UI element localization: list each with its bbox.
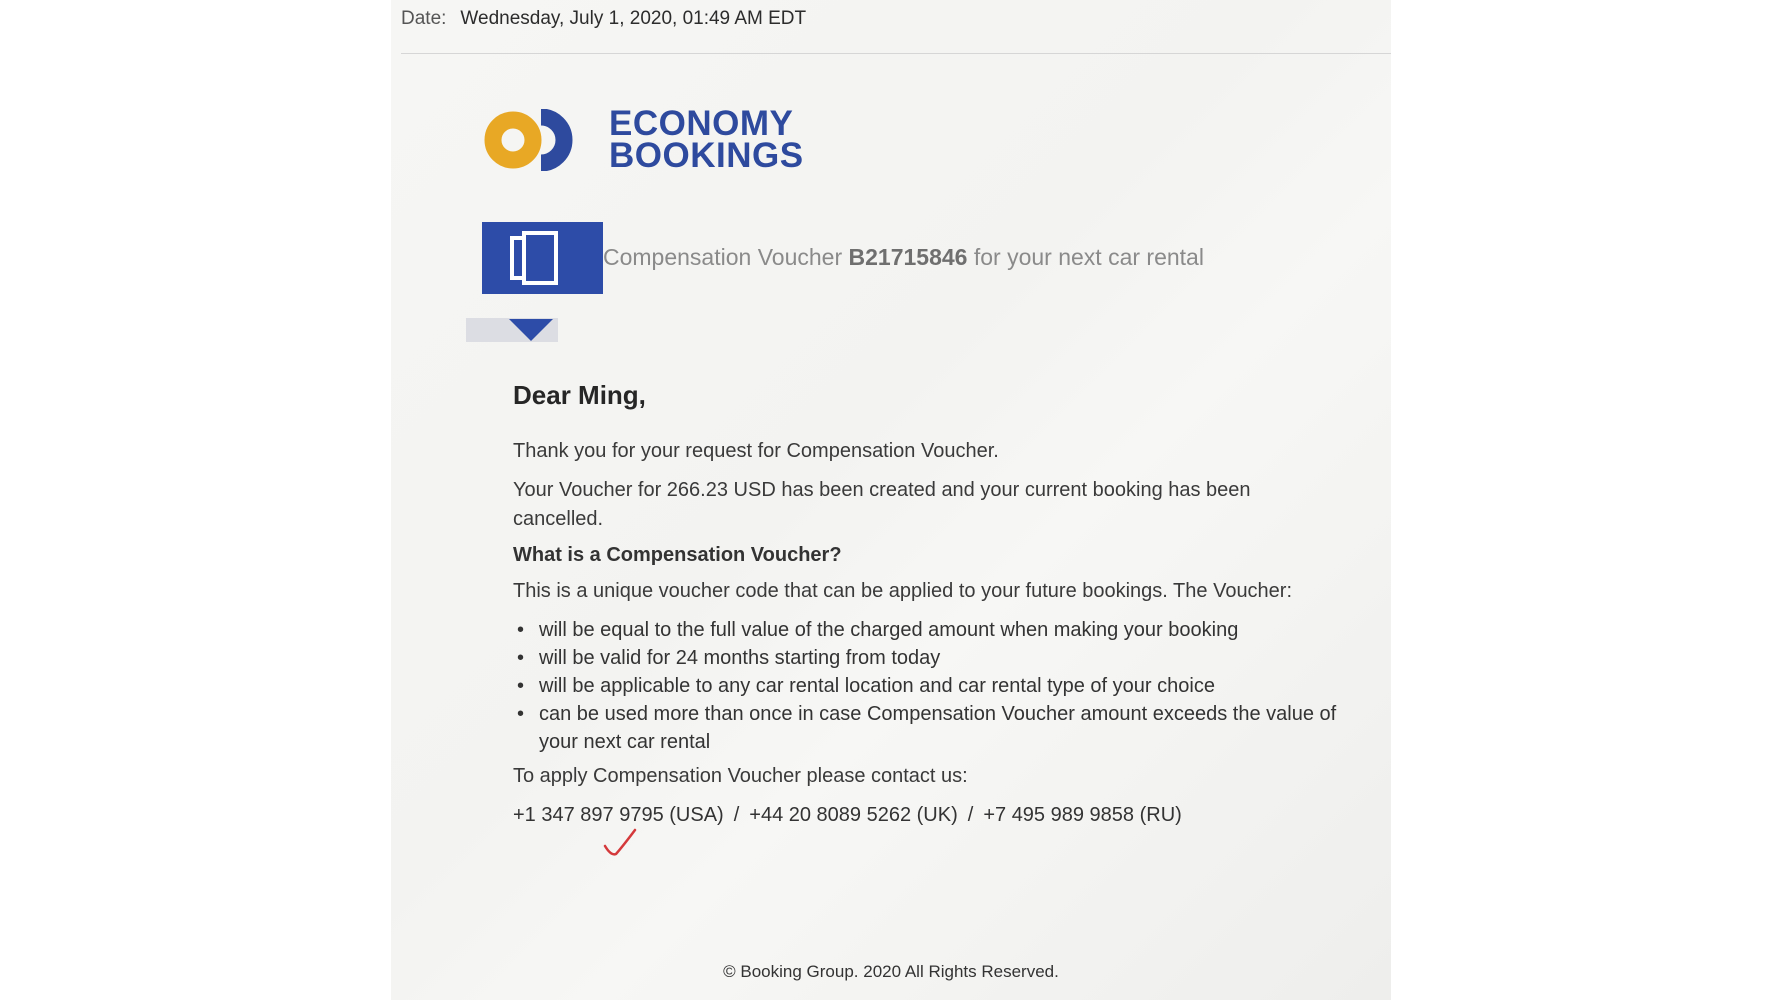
list-item-text: will be equal to the full value of the charged amount when making your booking bbox=[539, 619, 1239, 641]
phone-separator: / bbox=[733, 804, 740, 826]
brand-line-1: ECONOMY bbox=[609, 104, 794, 143]
voucher-created-paragraph: Your Voucher for 266.23 USD has been created and your current booking has been cancelled. bbox=[513, 479, 1251, 530]
caret-down-icon bbox=[509, 319, 553, 341]
phone-uk: +44 20 8089 5262 (UK) bbox=[749, 804, 958, 826]
brand-line-2: BOOKINGS bbox=[609, 136, 804, 175]
list-item: • can be used more than once in case Compensation Voucher amount exceeds the value of your next car rental bbox=[517, 703, 1337, 753]
copyright-footer: © Booking Group. 2020 All Rights Reserved. bbox=[723, 962, 1059, 981]
phone-usa: +1 347 897 9795 (USA) bbox=[513, 804, 724, 826]
voucher-title bbox=[603, 244, 1204, 271]
phone-ru: +7 495 989 9858 (RU) bbox=[983, 804, 1182, 826]
voucher-terms-list bbox=[513, 616, 1343, 756]
section-tab-strip bbox=[466, 318, 558, 342]
economy-bookings-logo bbox=[483, 104, 804, 175]
email-date-row bbox=[401, 8, 806, 30]
contact-intro: To apply Compensation Voucher please contact us: bbox=[513, 765, 968, 787]
brand-wordmark bbox=[609, 104, 804, 175]
voucher-code: B21715846 bbox=[848, 244, 968, 270]
list-item: • will be equal to the full value of the charged amount when making your booking bbox=[517, 619, 1239, 641]
section-heading: What is a Compensation Voucher? bbox=[513, 544, 842, 566]
voucher-description: This is a unique voucher code that can be applied to your future bookings. The Voucher: bbox=[513, 580, 1293, 602]
header-divider bbox=[401, 53, 1391, 54]
phone-separator: / bbox=[967, 804, 974, 826]
infinity-logo-icon bbox=[483, 109, 597, 171]
printed-email-page bbox=[391, 0, 1391, 1000]
voucher-icon-box bbox=[482, 222, 603, 294]
list-item: • will be applicable to any car rental location and car rental type of your choice bbox=[517, 675, 1215, 697]
email-body bbox=[513, 380, 1343, 830]
list-item-text: can be used more than once in case Compensation Voucher amount exceeds the value of your next car rental bbox=[539, 703, 1337, 753]
voucher-title-suffix: for your next car rental bbox=[973, 244, 1204, 270]
red-checkmark-icon bbox=[601, 828, 641, 860]
thank-you-paragraph: Thank you for your request for Compensation Voucher. bbox=[513, 440, 999, 462]
date-label: Date: bbox=[401, 8, 447, 29]
phone-numbers bbox=[513, 801, 1343, 830]
voucher-title-prefix: Compensation Voucher bbox=[603, 244, 843, 270]
greeting: Dear Ming, bbox=[513, 380, 646, 410]
list-item: • will be valid for 24 months starting from today bbox=[517, 647, 941, 669]
date-value: Wednesday, July 1, 2020, 01:49 AM EDT bbox=[460, 8, 807, 29]
copy-document-icon bbox=[508, 230, 570, 288]
list-item-text: will be applicable to any car rental location and car rental type of your choice bbox=[539, 675, 1215, 697]
list-item-text: will be valid for 24 months starting from today bbox=[539, 647, 941, 669]
